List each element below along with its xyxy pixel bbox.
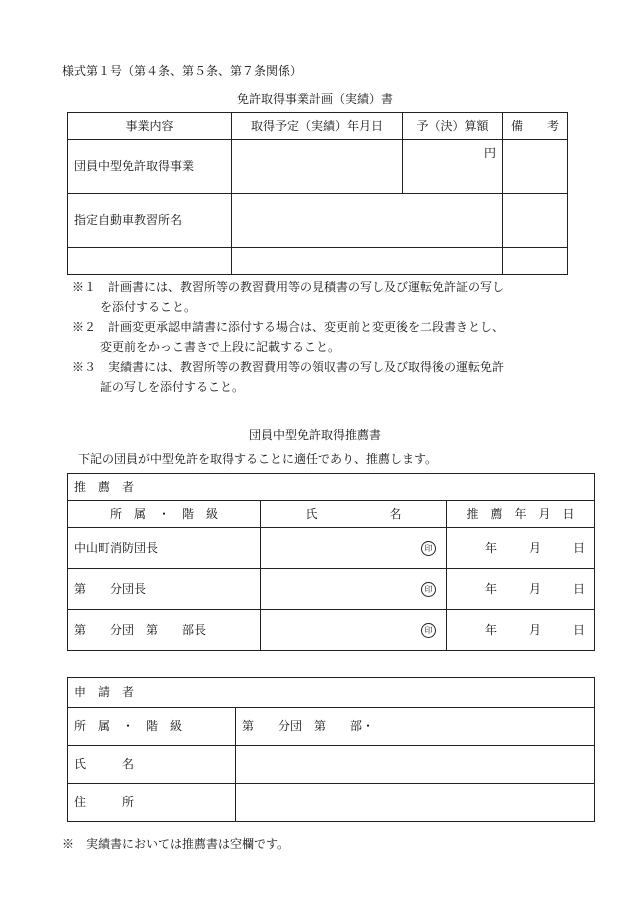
- applicant-table: [67, 677, 595, 822]
- recommender-row: [68, 528, 595, 569]
- applicant-name-label: 氏 名: [68, 746, 236, 784]
- plan-col-date: 取得予定（実績）年月日: [232, 113, 403, 140]
- recommender-row: [68, 610, 595, 651]
- plan-row1-date[interactable]: [232, 140, 403, 194]
- applicant-name-field[interactable]: [236, 746, 595, 784]
- plan-note-3: ※３ 実績書には、教習所等の教習費用等の領収書の写し及び取得後の運転免許 証の写しを添付すること。: [72, 360, 505, 394]
- recommender-affiliation: 第 分団長: [68, 569, 261, 610]
- recommend-intro: 下記の団員が中型免許を取得することに適任であり、推薦します。: [78, 452, 438, 466]
- plan-row1-amount-unit[interactable]: 円: [403, 140, 503, 194]
- recommender-date[interactable]: 年 月 日: [447, 569, 595, 610]
- plan-col-content: 事業内容: [68, 113, 232, 140]
- seal-mark: 印: [421, 623, 436, 638]
- form-label: 様式第１号（第４条、第５条、第７条関係）: [62, 64, 303, 78]
- seal-mark: 印: [421, 582, 436, 597]
- recommender-name[interactable]: [261, 610, 447, 651]
- recommender-name[interactable]: [261, 569, 447, 610]
- recommender-col-affiliation: 所 属 ・ 階 級: [68, 501, 261, 528]
- applicant-address-field[interactable]: [236, 784, 595, 822]
- plan-row1-content: 団員中型免許取得事業: [68, 140, 232, 194]
- footer-note: ※ 実績書においては推薦書は空欄です。: [62, 837, 290, 851]
- applicant-affiliation-label: 所 属 ・ 階 級: [68, 708, 236, 746]
- plan-table: [67, 112, 568, 275]
- recommend-table: [67, 473, 595, 651]
- plan-row3-content[interactable]: [68, 248, 232, 275]
- plan-title: 免許取得事業計画（実績）書: [236, 92, 393, 106]
- plan-row2-remarks[interactable]: [503, 194, 568, 248]
- plan-note-1: ※１ 計画書には、教習所等の教習費用等の見積書の写し及び運転免許証の写し を添付すること。: [72, 280, 505, 314]
- plan-row3-value[interactable]: [232, 248, 503, 275]
- plan-row2-content: 指定自動車教習所名: [68, 194, 232, 248]
- plan-row1-remarks[interactable]: [503, 140, 568, 194]
- seal-mark: 印: [421, 541, 436, 556]
- recommender-row: [68, 569, 595, 610]
- recommend-title: 団員中型免許取得推薦書: [248, 428, 381, 442]
- applicant-address-label: 住 所: [68, 784, 236, 822]
- recommender-affiliation: 第 分団 第 部長: [68, 610, 261, 651]
- applicant-section-label: 申 請 者: [68, 678, 595, 708]
- applicant-affiliation-field[interactable]: 第 分団 第 部・: [236, 708, 595, 746]
- recommender-col-date: 推 薦 年 月 日: [447, 501, 595, 528]
- plan-note-2: ※２ 計画変更承認申請書に添付する場合は、変更前と変更後を二段書きとし、 変更前をかっこ書きで上段に記載すること。: [72, 320, 505, 354]
- recommender-col-name: 氏 名: [261, 501, 447, 528]
- recommender-affiliation: 中山町消防団長: [68, 528, 261, 569]
- recommender-section-label: 推 薦 者: [68, 474, 595, 501]
- plan-col-remarks: 備 考: [503, 113, 568, 140]
- plan-row2-value[interactable]: [232, 194, 503, 248]
- plan-row3-remarks[interactable]: [503, 248, 568, 275]
- recommender-date[interactable]: 年 月 日: [447, 610, 595, 651]
- recommender-name[interactable]: [261, 528, 447, 569]
- plan-col-amount: 予（決）算額: [403, 113, 503, 140]
- recommender-date[interactable]: 年 月 日: [447, 528, 595, 569]
